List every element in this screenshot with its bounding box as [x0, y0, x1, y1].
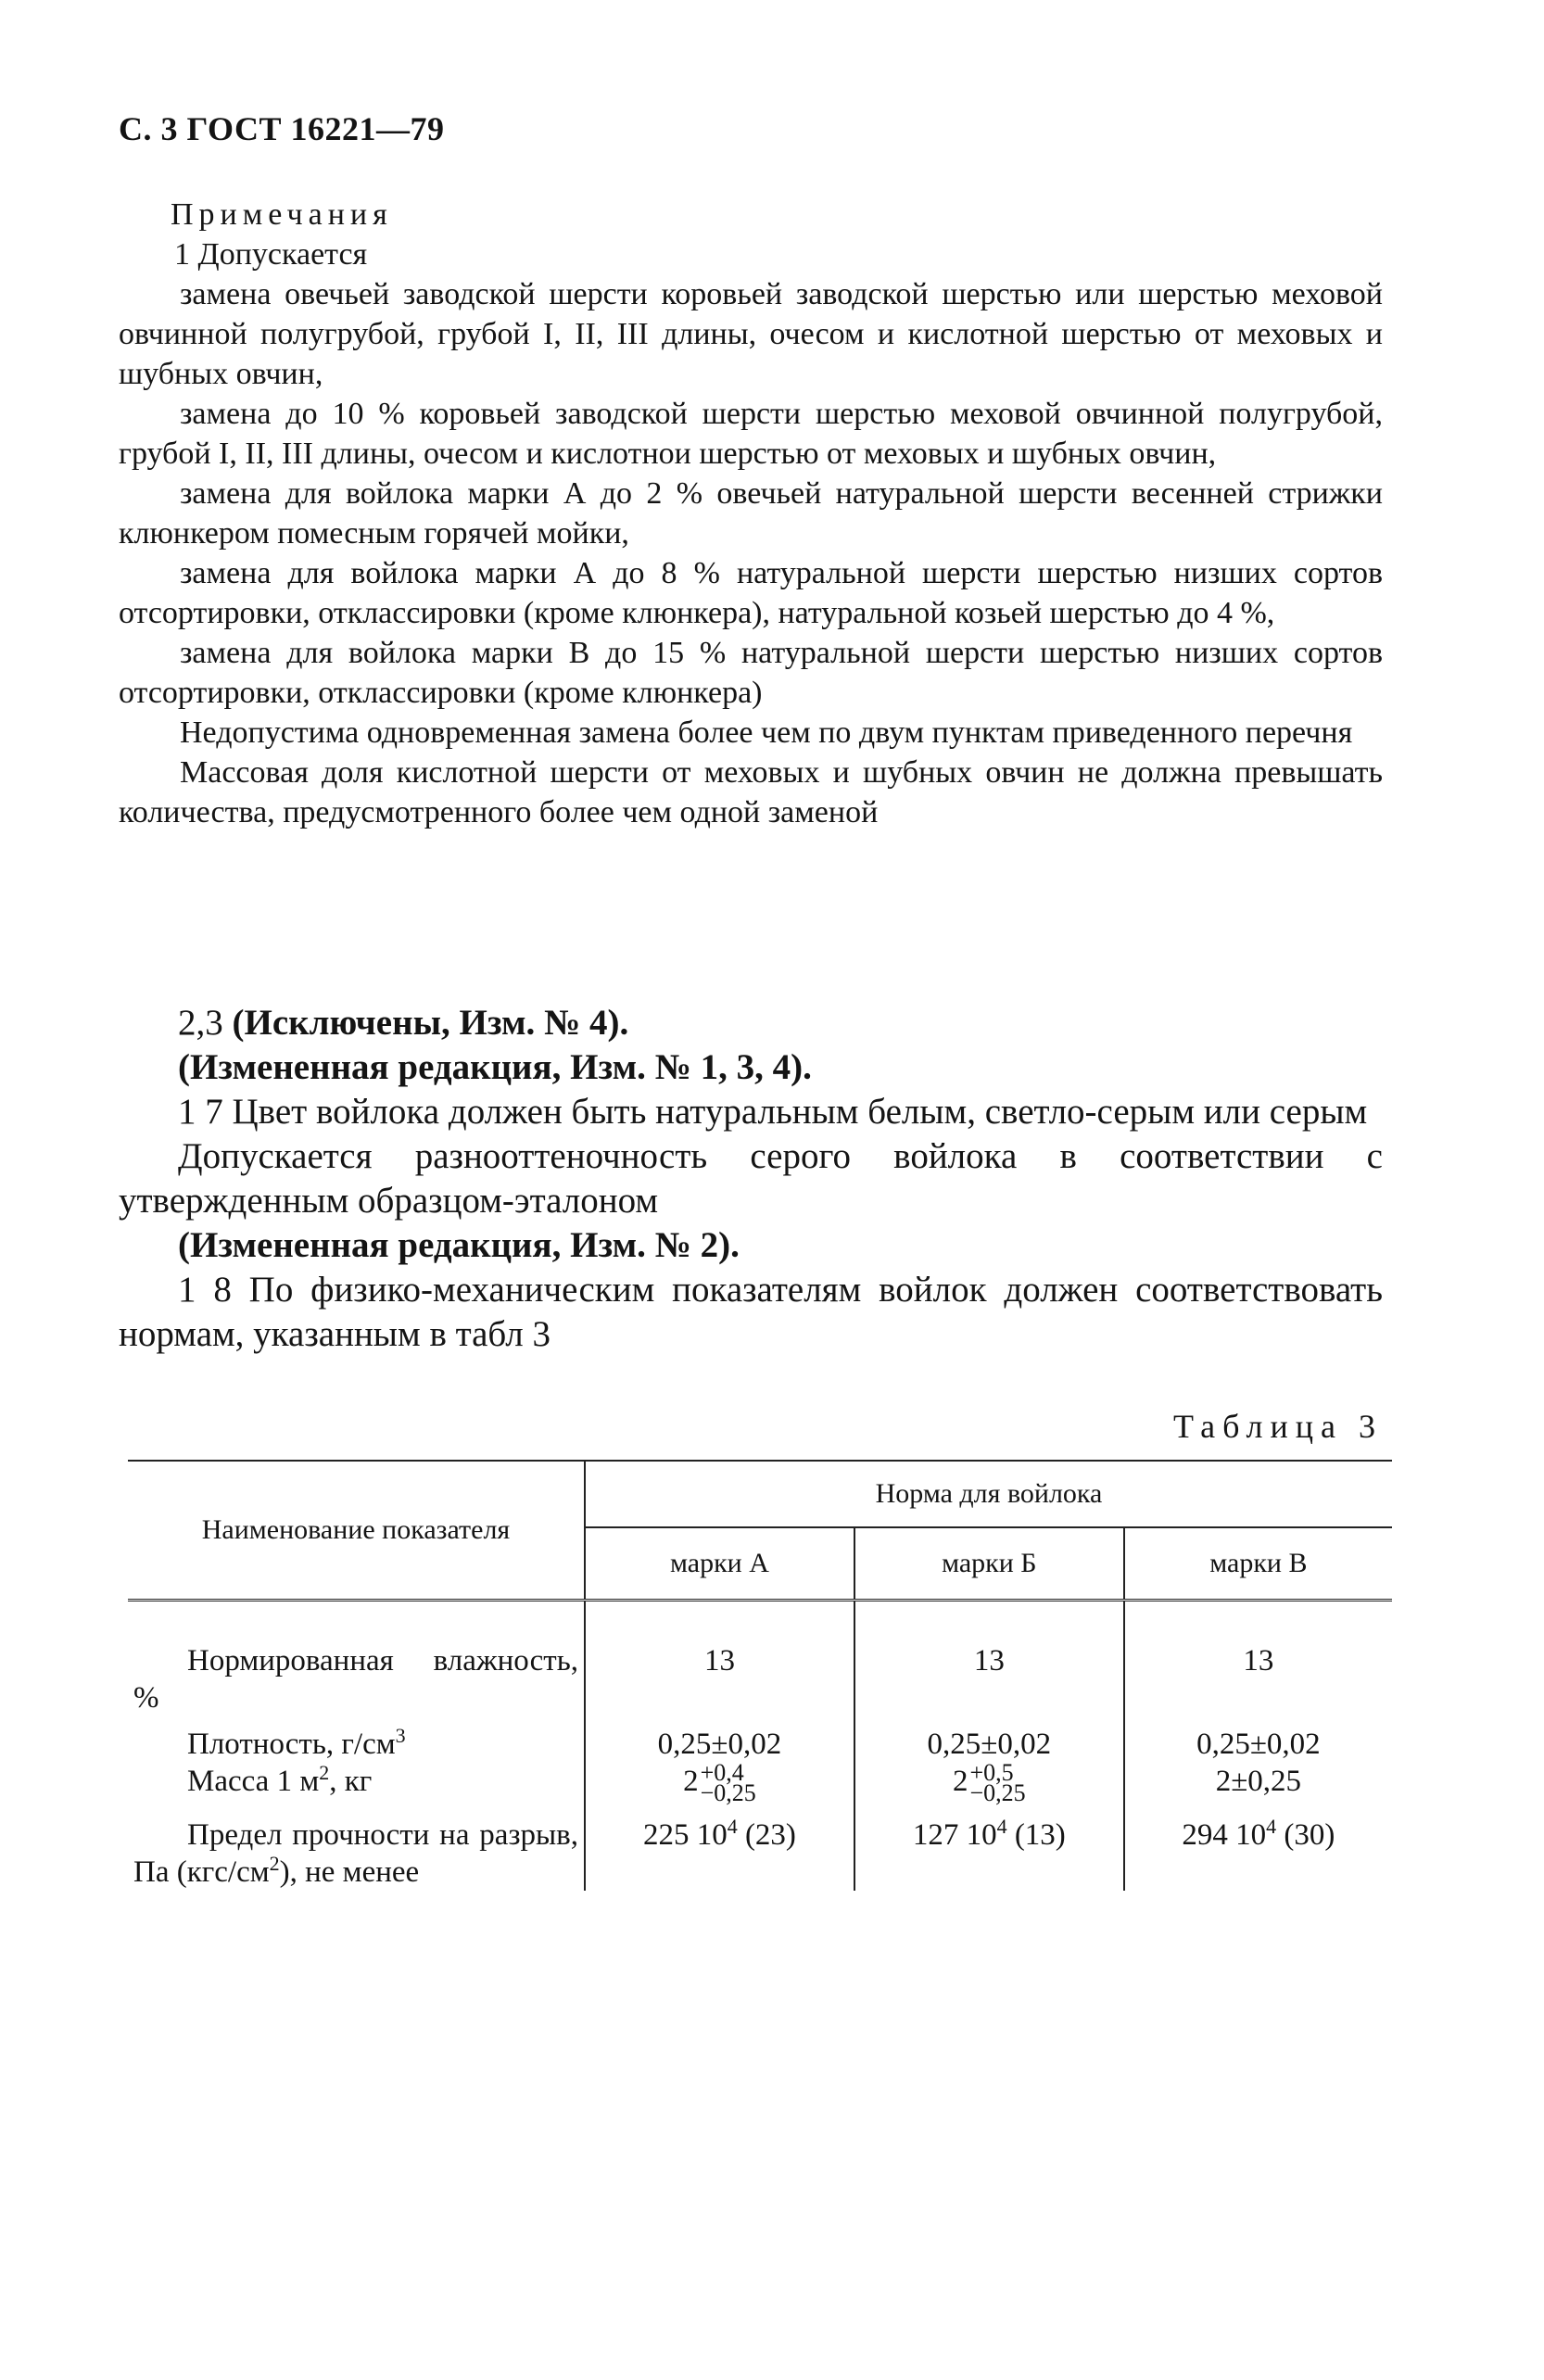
notes-paragraph: замена для войлока марки В до 15 % натуральной шерсти шерстью низших сортов отсортировки, отклассировки (кроме клюнкера)	[119, 636, 1383, 710]
tolerance-base: 2	[683, 1765, 699, 1798]
edited-note-2: (Измененная редакция, Изм. № 2).	[178, 1225, 740, 1265]
notes-paragraph: Массовая доля кислотной шерсти от меховых и шубных овчин не должна превышать количества, предусмотренного более чем одной заменой	[119, 755, 1383, 829]
row-name-text: Предел прочности на разрыв, Па (кгс/см	[133, 1818, 578, 1890]
notes-paragraph: замена овечьей заводской шерсти коровьей заводской шерстью или шерстью меховой овчинной полугрубой, грубой I, II, III длины, очесом и кислотной шерстью от меховых и шубных овчин,	[119, 277, 1383, 391]
value-exponent: 4	[727, 1815, 738, 1839]
notes-title: Примечания	[171, 197, 393, 232]
row-name	[128, 1763, 585, 1804]
cell-value: 13	[585, 1601, 854, 1717]
clause-2-3-text	[178, 1003, 628, 1043]
notes-paragraph: замена до 10 % коровьей заводской шерсти шерстью меховой овчинной полугрубой, грубой I, II, III длины, очесом и кислотнои шерстью от меховых и шубных овчин,	[119, 397, 1383, 471]
table-row	[128, 1601, 1392, 1717]
clause-1-8: 1 8 По физико-механическим показателям войлок должен соответствовать нормам, указанным в табл 3	[119, 1270, 1383, 1354]
header-grade-b: марки Б	[854, 1527, 1124, 1601]
notes-item-intro: 1 Допускается	[174, 237, 368, 272]
value-paren: (23)	[737, 1818, 796, 1853]
value-paren: (13)	[1006, 1818, 1066, 1853]
main-text	[119, 1001, 1383, 1357]
row-name: Нормированная влажность, %	[128, 1601, 585, 1717]
notes-section	[119, 195, 1383, 832]
tolerance-minus: −0,25	[969, 1779, 1026, 1807]
spec-table	[128, 1460, 1392, 1891]
cell-value: 0,25±0,02	[1196, 1728, 1321, 1761]
value-mantissa: 225 10	[642, 1818, 728, 1853]
tolerance-stack	[969, 1759, 1026, 1807]
row-name-text: Плотность, г/см	[187, 1728, 396, 1761]
header-grade-a: марки А	[585, 1527, 854, 1601]
edited-note-1: (Измененная редакция, Изм. № 1, 3, 4).	[178, 1047, 812, 1087]
cell-value: 0,25±0,02	[585, 1716, 854, 1763]
cell-value	[854, 1759, 1124, 1807]
value-exponent: 4	[1266, 1815, 1277, 1839]
notes-paragraph: Недопустима одновременная замена более чем по двум пунктам приведенного перечня	[180, 715, 1353, 750]
row-name-sup: 2	[319, 1761, 330, 1784]
cell-value	[1124, 1804, 1392, 1891]
page-header: С. 3 ГОСТ 16221—79	[119, 110, 445, 147]
table-row	[128, 1804, 1392, 1891]
cell-value: 0,25±0,02	[854, 1716, 1124, 1763]
cell-value	[585, 1759, 854, 1807]
value-mantissa: 294 10	[1182, 1818, 1267, 1853]
row-name	[128, 1804, 585, 1891]
value-mantissa: 127 10	[912, 1818, 997, 1853]
table-row	[128, 1763, 1392, 1804]
row-name-sup: 2	[269, 1852, 280, 1876]
cell-value: 2±0,25	[1215, 1765, 1302, 1798]
cell-value: 13	[1243, 1644, 1274, 1677]
tolerance-plus: +0,4	[700, 1759, 744, 1787]
clause-excluded-note: (Исключены, Изм. № 4).	[232, 1003, 629, 1043]
row-name-sup: 3	[395, 1724, 406, 1747]
notes-paragraph: замена для войлока марки А до 2 % овечьей натуральной шерсти весенней стрижки клюнкером помесным горячей мойки,	[119, 476, 1383, 551]
table-row	[128, 1716, 1392, 1763]
cell-value: 13	[854, 1601, 1124, 1717]
tolerance-minus: −0,25	[700, 1779, 756, 1807]
row-name	[128, 1716, 585, 1763]
row-name-after: ), не менее	[279, 1855, 420, 1890]
value-exponent: 4	[996, 1815, 1007, 1839]
header-norm-group: Норма для войлока	[585, 1461, 1392, 1527]
cell-value	[585, 1804, 854, 1891]
clause-2-3	[119, 1001, 1383, 1045]
clause-1-7: 1 7 Цвет войлока должен быть натуральным белым, светло-серым или серым	[178, 1092, 1368, 1132]
value-paren: (30)	[1276, 1818, 1335, 1853]
cell-value	[854, 1804, 1124, 1891]
notes-paragraph: замена для войлока марки А до 8 % натуральной шерсти шерстью низших сортов отсортировки, отклассировки (кроме клюнкера), натуральной козьей шерстью до 4 %,	[119, 556, 1383, 630]
table-caption: Таблица 3	[1173, 1408, 1383, 1445]
tolerance-plus: +0,5	[969, 1759, 1014, 1787]
clause-number: 2,3	[178, 1003, 233, 1043]
row-name-after: , кг	[329, 1765, 373, 1798]
tolerance-base: 2	[952, 1765, 968, 1798]
header-indicator-name: Наименование показателя	[128, 1461, 585, 1601]
color-note: Допускается разнооттеночность серого войлока в соответствии с утвержденным образцом-эталоном	[119, 1136, 1383, 1221]
tolerance-stack	[700, 1759, 756, 1807]
row-name-text: Масса 1 м	[187, 1765, 320, 1798]
header-grade-v: марки В	[1124, 1527, 1392, 1601]
